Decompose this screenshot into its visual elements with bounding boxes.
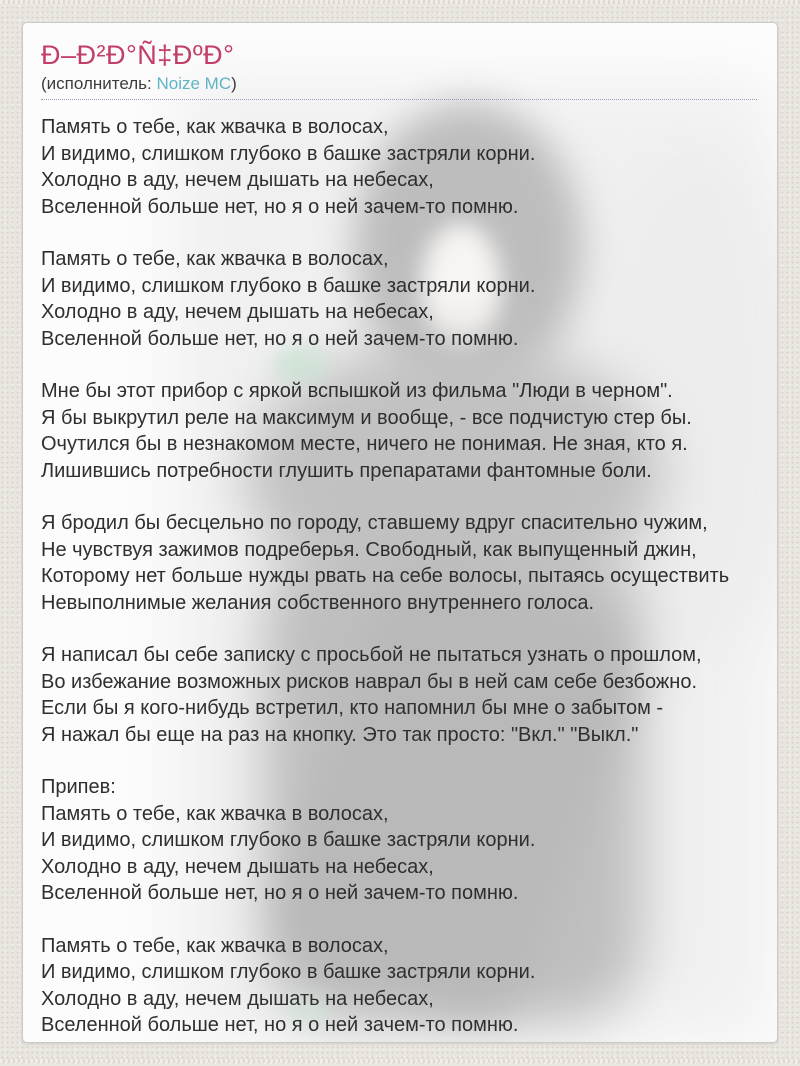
lyrics-text (41, 114, 757, 1038)
artist-line (41, 74, 757, 94)
page-bottom-perforation (0, 1059, 800, 1063)
stanza: Припев: Память о тебе, как жвачка в волосах, И видимо, слишком глубоко в башке застряли корни. Холодно в аду, нечем дышать на небесах, Вселенной больше нет, но я о ней зачем-то помню. (41, 776, 536, 905)
stanza: Память о тебе, как жвачка в волосах, И видимо, слишком глубоко в башке застряли корни. Холодно в аду, нечем дышать на небесах, Вселенной больше нет, но я о ней зачем-то помню. (41, 248, 536, 350)
artist-link[interactable]: Noize MC (156, 74, 232, 94)
artist-label: (исполнитель: (41, 74, 157, 94)
card-content (23, 23, 777, 1039)
page-top-perforation (0, 0, 800, 4)
stanza: Память о тебе, как жвачка в волосах, И видимо, слишком глубоко в башке застряли корни. Холодно в аду, нечем дышать на небесах, Вселенной больше нет, но я о ней зачем-то помню. (41, 934, 536, 1037)
artist-line-close: ) (231, 74, 237, 94)
page-title: Ð–Ð²Ð°Ñ‡ÐºÐ° (41, 40, 235, 70)
stanza: Память о тебе, как жвачка в волосах, И видимо, слишком глубоко в башке застряли корни. Холодно в аду, нечем дышать на небесах, Вселенной больше нет, но я о ней зачем-то помню. (41, 116, 536, 218)
dotted-separator (41, 99, 757, 100)
stanza: Я бродил бы бесцельно по городу, ставшему вдруг спасительно чужим, Не чувствуя зажимов подреберья. Свободный, как выпущенный джин, Которому нет больше нужды рвать на себе волосы, пытаясь осуществить Невыполнимые желания собственного внутреннего голоса. (41, 512, 730, 614)
lyrics-card (22, 22, 778, 1043)
stanza: Я написал бы себе записку с просьбой не пытаться узнать о прошлом, Во избежание возможных рисков наврал бы в ней сам себе безбожно. Если бы я кого-нибудь встретил, кто напомнил бы мне о забытом - Я нажал бы еще на раз на кнопку. Это так просто: "Вкл." "Выкл." (41, 644, 702, 746)
stanza: Мне бы этот прибор с яркой вспышкой из фильма "Люди в черном". Я бы выкрутил реле на максимум и вообще, - все подчистую стер бы. Очутился бы в незнакомом месте, ничего не понимая. Не зная, кто я. Лишившись потребности глушить препаратами фантомные боли. (41, 380, 692, 482)
